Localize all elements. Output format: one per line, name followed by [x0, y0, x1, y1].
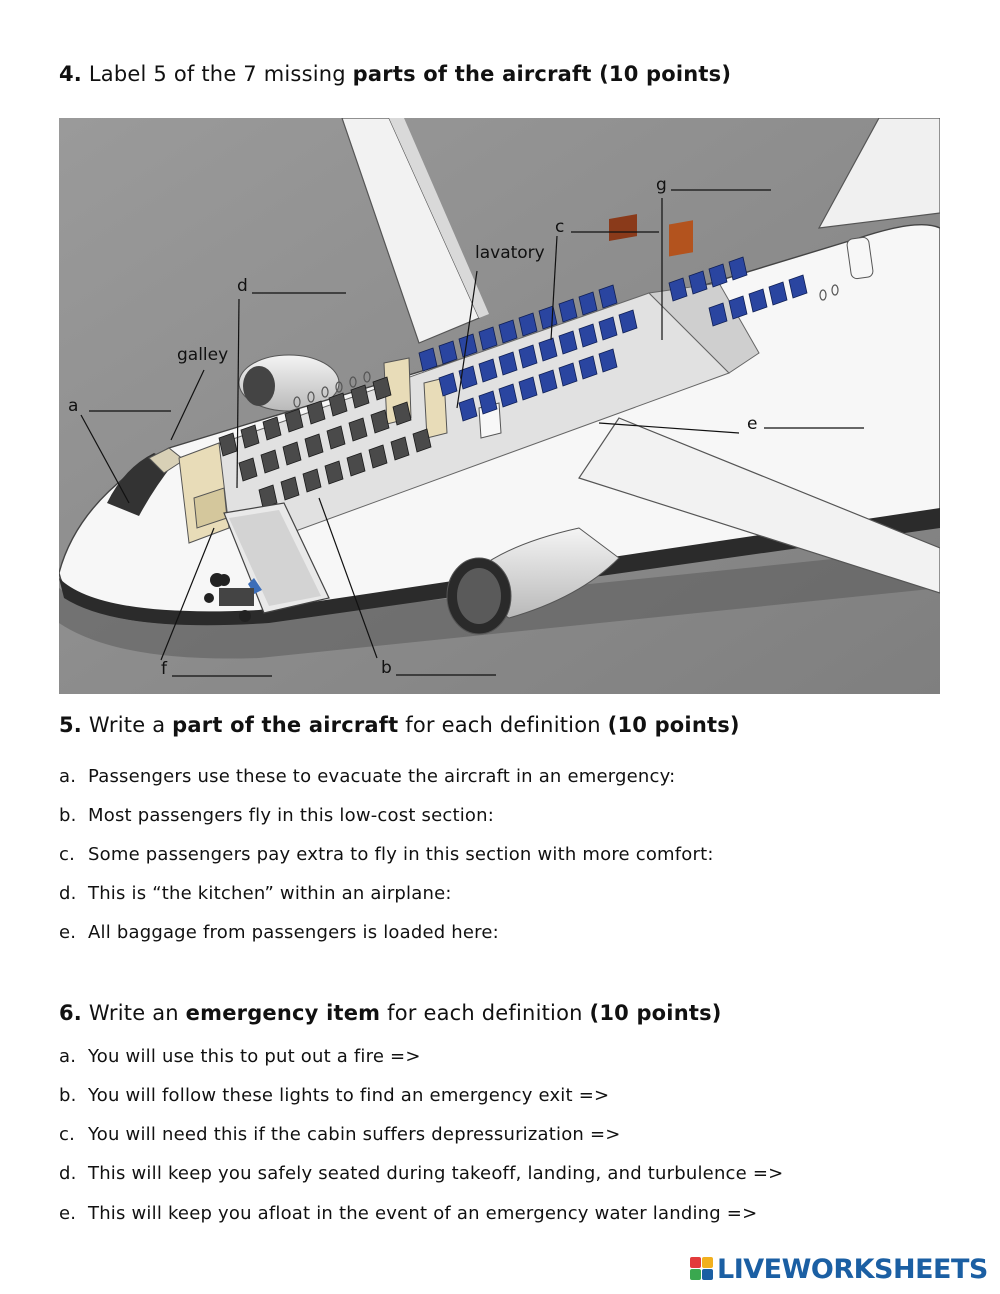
list-item	[59, 1046, 421, 1067]
question-number: 4.	[59, 62, 82, 86]
question-emphasis: part of the aircraft	[172, 713, 399, 737]
aircraft-illustration	[59, 118, 940, 694]
item-letter: c.	[59, 1124, 76, 1145]
label-lavatory: lavatory	[475, 243, 545, 263]
question-emphasis: emergency item	[185, 1001, 381, 1025]
item-letter: a.	[59, 766, 77, 787]
list-item	[59, 1163, 783, 1184]
question-text: Write a	[88, 713, 173, 737]
item-text: You will need this if the cabin suffers depressurization =>	[88, 1124, 621, 1145]
question-5-heading	[59, 713, 740, 737]
list-item	[59, 1085, 609, 1106]
question-emphasis: parts of the aircraft (10 points)	[352, 62, 732, 86]
list-item	[59, 883, 452, 904]
label-b: b	[381, 658, 392, 678]
liveworksheets-logo[interactable]	[690, 1252, 988, 1286]
item-text: Most passengers fly in this low-cost section:	[88, 805, 494, 826]
list-item	[59, 922, 499, 943]
label-a: a	[68, 396, 79, 416]
item-text: This is “the kitchen” within an airplane:	[88, 883, 452, 904]
question-text: Write an	[88, 1001, 186, 1025]
question-text: for each definition	[380, 1001, 590, 1025]
label-g: g	[656, 175, 667, 195]
question-6-heading	[59, 1001, 722, 1025]
item-text: You will use this to put out a fire =>	[88, 1046, 421, 1067]
item-text: You will follow these lights to find an emergency exit =>	[88, 1085, 610, 1106]
list-item	[59, 805, 494, 826]
aircraft-cutaway-figure	[59, 118, 940, 694]
item-text: Some passengers pay extra to fly in this section with more comfort:	[88, 844, 714, 865]
question-4-heading	[59, 62, 731, 86]
list-item	[59, 844, 714, 865]
label-c: c	[555, 217, 565, 237]
question-points: (10 points)	[607, 713, 740, 737]
list-item	[59, 1124, 621, 1145]
question-number: 5.	[59, 713, 82, 737]
item-letter: e.	[59, 922, 77, 943]
label-e: e	[747, 414, 758, 434]
label-d: d	[237, 276, 248, 296]
label-galley: galley	[177, 345, 229, 365]
item-text: This will keep you safely seated during takeoff, landing, and turbulence =>	[88, 1163, 784, 1184]
item-text: This will keep you afloat in the event of an emergency water landing =>	[88, 1203, 758, 1224]
list-item	[59, 1203, 757, 1224]
item-letter: b.	[59, 1085, 77, 1106]
item-letter: d.	[59, 1163, 77, 1184]
question-text: for each definition	[398, 713, 608, 737]
question-number: 6.	[59, 1001, 82, 1025]
label-f: f	[161, 659, 167, 679]
logo-grid-icon	[690, 1257, 714, 1281]
item-letter: c.	[59, 844, 76, 865]
item-letter: d.	[59, 883, 77, 904]
item-letter: e.	[59, 1203, 77, 1224]
item-text: All baggage from passengers is loaded here:	[88, 922, 499, 943]
item-text: Passengers use these to evacuate the aircraft in an emergency:	[88, 766, 676, 787]
logo-text: LIVEWORKSHEETS	[717, 1253, 988, 1285]
question-points: (10 points)	[589, 1001, 722, 1025]
question-text: Label 5 of the 7 missing	[88, 62, 353, 86]
item-letter: a.	[59, 1046, 77, 1067]
list-item	[59, 766, 675, 787]
item-letter: b.	[59, 805, 77, 826]
